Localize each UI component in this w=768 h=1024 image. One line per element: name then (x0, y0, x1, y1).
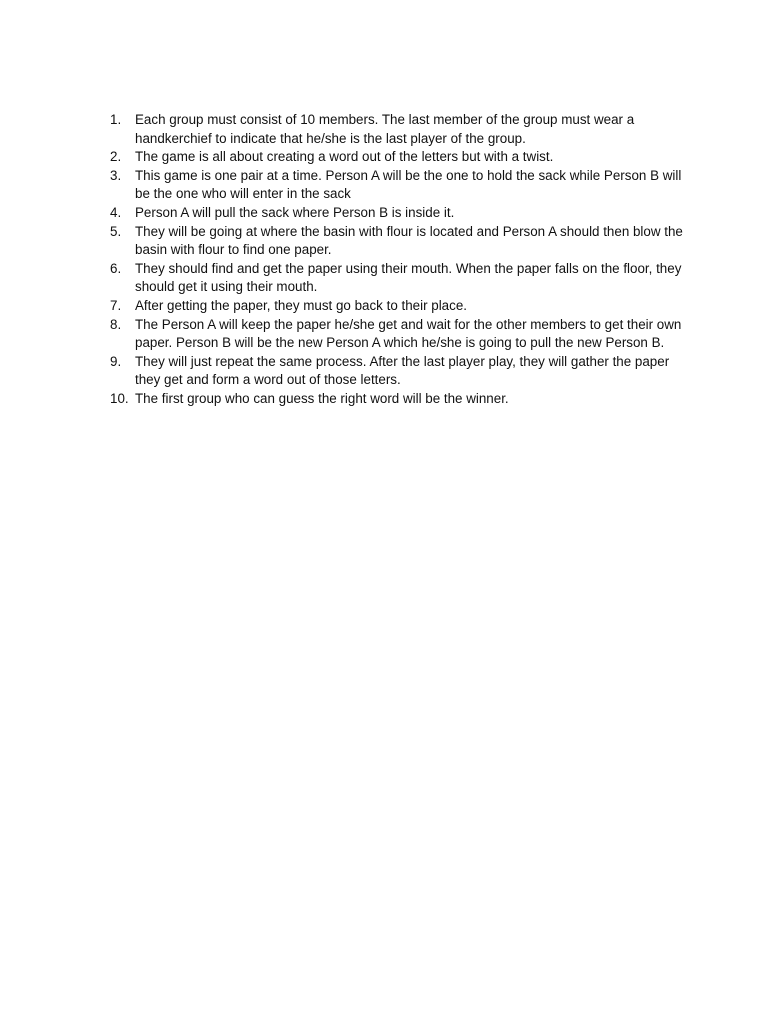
rule-item-7 (110, 297, 685, 316)
rule-number: 9. (110, 353, 122, 369)
rule-number: 5. (110, 223, 122, 239)
rule-number: 7. (110, 297, 122, 313)
game-rules-list (110, 111, 685, 409)
rule-text: Person A will pull the sack where Person B is inside it. (135, 204, 455, 220)
rule-number: 3. (110, 167, 122, 183)
rule-number: 1. (110, 112, 122, 127)
rule-item-6 (110, 260, 685, 297)
rule-number: 10. (110, 390, 129, 406)
rule-item-10 (110, 390, 685, 409)
rule-item-4 (110, 204, 685, 223)
rule-text: The game is all about creating a word out of the letters but with a twist. (135, 149, 554, 165)
rule-text: They will just repeat the same process. After the last player play, they will gather the paper they get and form a word out of those letters. (135, 353, 670, 388)
rule-text: This game is one pair at a time. Person A will be the one to hold the sack while Person B will be the one who will enter in the sack (135, 167, 682, 202)
rule-item-5 (110, 223, 685, 260)
rule-number: 2. (110, 149, 122, 165)
rule-item-2 (110, 148, 685, 167)
rule-number: 4. (110, 204, 122, 220)
rule-text: The first group who can guess the right word will be the winner. (135, 390, 509, 406)
rule-text: Each group must consist of 10 members. The last member of the group must wear a handkerchief to indicate that he/she is the last player of the group. (135, 112, 635, 146)
rule-number: 6. (110, 260, 122, 276)
rule-text: They should find and get the paper using their mouth. When the paper falls on the floor, they should get it using their mouth. (135, 260, 682, 295)
rule-item-9 (110, 353, 685, 390)
rule-text: They will be going at where the basin with flour is located and Person A should then blow the basin with flour to find one paper. (135, 223, 683, 258)
rule-item-1 (110, 111, 685, 148)
rule-item-8 (110, 316, 685, 353)
rule-text: After getting the paper, they must go back to their place. (135, 297, 467, 313)
rule-item-3 (110, 167, 685, 204)
rule-text: The Person A will keep the paper he/she get and wait for the other members to get their own paper. Person B will be the new Person A which he/she is going to pull the new Person B. (135, 316, 682, 351)
rule-number: 8. (110, 316, 122, 332)
